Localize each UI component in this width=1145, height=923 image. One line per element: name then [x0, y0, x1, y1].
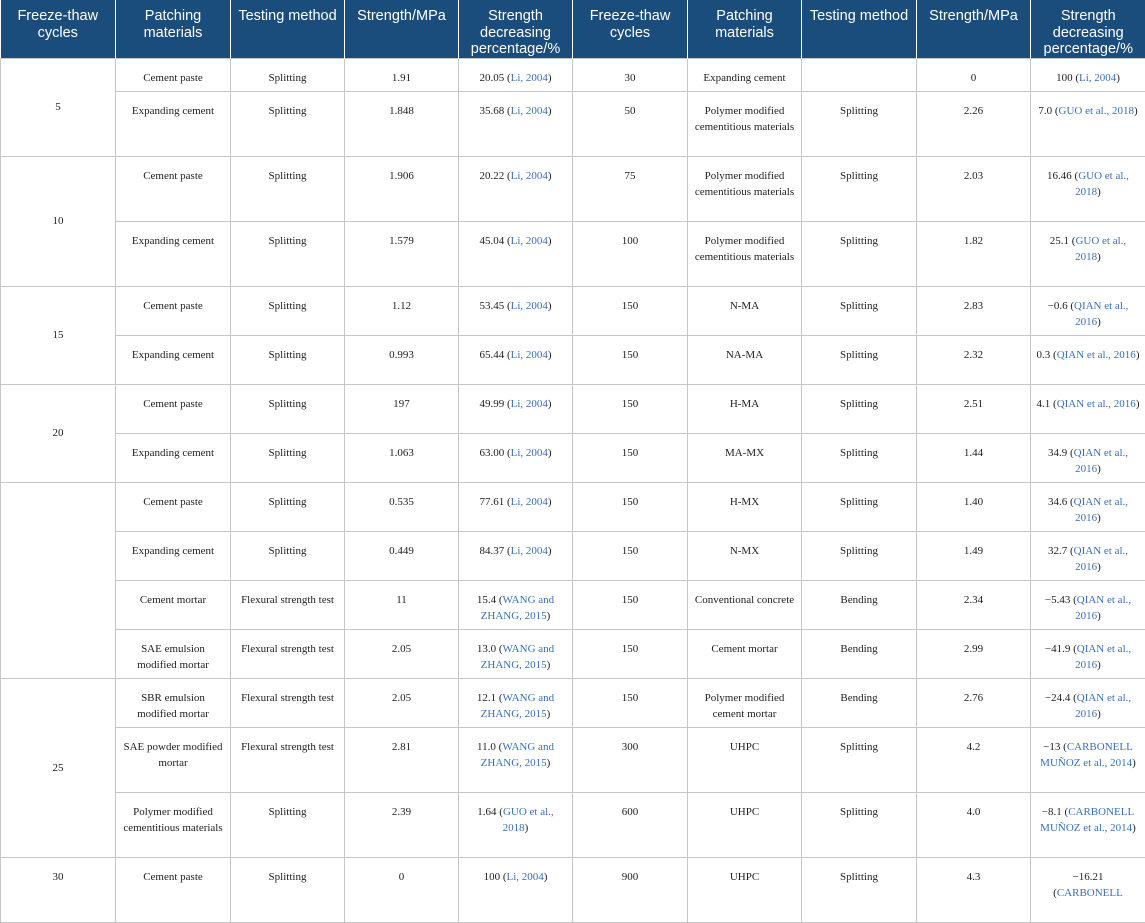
strength-cell: 1.848 [345, 91, 459, 156]
patching-cell: Conventional concrete [688, 580, 802, 629]
percentage-cell: 84.37 (Li, 2004) [459, 531, 573, 580]
strength-cell: 0 [917, 58, 1031, 91]
cycles-group-cell [1, 482, 116, 678]
cycles-group-cell: 15 [1, 286, 116, 384]
header-cell: Strength/MPa [345, 0, 459, 58]
cycles-group-cell: 5 [1, 58, 116, 156]
strength-cell: 4.3 [917, 857, 1031, 922]
strength-cell: 2.05 [345, 678, 459, 727]
table-row [1, 792, 1145, 857]
percentage-cell: −8.1 (CARBONELL MUÑOZ et al., 2014) [1031, 792, 1145, 857]
cycles-group-cell: 20 [1, 384, 116, 482]
citation-link[interactable]: GUO et al., 2018 [1075, 235, 1126, 263]
percentage-cell: 63.00 (Li, 2004) [459, 433, 573, 482]
strength-cell: 0.993 [345, 335, 459, 384]
citation-link[interactable]: QIAN et al., 2016 [1075, 692, 1131, 720]
method-cell: Splitting [231, 221, 345, 286]
method-cell: Splitting [802, 792, 917, 857]
patching-cell: Expanding cement [116, 91, 231, 156]
table-row [1, 482, 1145, 531]
citation-link[interactable]: Li, 2004 [511, 447, 548, 459]
citation-link[interactable]: QIAN et al., 2016 [1074, 545, 1128, 573]
method-cell: Splitting [231, 531, 345, 580]
cycles-cell: 100 [573, 221, 688, 286]
method-cell: Splitting [802, 857, 917, 922]
method-cell: Splitting [231, 792, 345, 857]
table-row [1, 335, 1145, 384]
strength-cell: 0.449 [345, 531, 459, 580]
method-cell: Splitting [231, 91, 345, 156]
strength-cell: 2.99 [917, 629, 1031, 678]
table-row [1, 857, 1145, 922]
cycles-cell: 300 [573, 727, 688, 792]
citation-link[interactable]: WANG and ZHANG, 2015 [481, 594, 555, 622]
method-cell: Splitting [231, 857, 345, 922]
patching-cell: Cement paste [116, 156, 231, 221]
method-cell: Splitting [802, 433, 917, 482]
cycles-cell: 30 [573, 58, 688, 91]
header-cell: Testing method [231, 0, 345, 58]
table-row [1, 156, 1145, 221]
strength-cell: 197 [345, 384, 459, 433]
citation-link[interactable]: CARBONELL [1057, 887, 1123, 899]
cycles-cell: 50 [573, 91, 688, 156]
percentage-cell: 0.3 (QIAN et al., 2016) [1031, 335, 1145, 384]
percentage-cell: 100 (Li, 2004) [1031, 58, 1145, 91]
patching-cell: Cement paste [116, 58, 231, 91]
cycles-cell: 150 [573, 629, 688, 678]
citation-link[interactable]: WANG and ZHANG, 2015 [481, 643, 555, 671]
citation-link[interactable]: QIAN et al., 2016 [1075, 594, 1131, 622]
table-row [1, 58, 1145, 91]
citation-link[interactable]: Li, 2004 [511, 72, 548, 84]
method-cell: Flexural strength test [231, 580, 345, 629]
percentage-cell: −41.9 (QIAN et al., 2016) [1031, 629, 1145, 678]
table-row [1, 580, 1145, 629]
patching-cell: Cement paste [116, 286, 231, 335]
method-cell: Splitting [802, 286, 917, 335]
header-row [1, 0, 1145, 58]
strength-cell: 2.81 [345, 727, 459, 792]
strength-cell: 2.03 [917, 156, 1031, 221]
citation-link[interactable]: Li, 2004 [511, 349, 548, 361]
method-cell: Splitting [802, 384, 917, 433]
patching-cell: Expanding cement [116, 221, 231, 286]
cycles-cell: 150 [573, 678, 688, 727]
strength-cell: 1.82 [917, 221, 1031, 286]
cycles-cell: 150 [573, 482, 688, 531]
cycles-cell: 150 [573, 580, 688, 629]
patching-cell: Expanding cement [116, 531, 231, 580]
strength-cell: 1.49 [917, 531, 1031, 580]
citation-link[interactable]: CARBONELL MUÑOZ et al., 2014 [1040, 741, 1133, 769]
method-cell: Splitting [231, 286, 345, 335]
table-row [1, 678, 1145, 727]
citation-link[interactable]: QIAN et al., 2016 [1074, 300, 1128, 328]
patching-cell: Cement paste [116, 384, 231, 433]
strength-cell: 2.39 [345, 792, 459, 857]
cycles-group-cell: 10 [1, 156, 116, 286]
cycles-cell: 150 [573, 335, 688, 384]
citation-link[interactable]: QIAN et al., 2016 [1057, 398, 1136, 410]
citation-link[interactable]: GUO et al., 2018 [1075, 170, 1129, 198]
percentage-cell: 65.44 (Li, 2004) [459, 335, 573, 384]
patching-cell: Expanding cement [116, 335, 231, 384]
cycles-cell: 150 [573, 384, 688, 433]
percentage-cell: −5.43 (QIAN et al., 2016) [1031, 580, 1145, 629]
table-row [1, 433, 1145, 482]
citation-link[interactable]: Li, 2004 [511, 496, 548, 508]
percentage-cell: 1.64 (GUO et al., 2018) [459, 792, 573, 857]
cycles-group-cell: 25 [1, 678, 116, 857]
header-cell: Freeze-thaw cycles [573, 0, 688, 58]
patching-cell: Expanding cement [688, 58, 802, 91]
citation-link[interactable]: Li, 2004 [511, 398, 548, 410]
table-row [1, 221, 1145, 286]
cycles-cell: 150 [573, 433, 688, 482]
patching-cell: H-MA [688, 384, 802, 433]
strength-cell: 2.51 [917, 384, 1031, 433]
table-row [1, 727, 1145, 792]
cycles-group-cell: 30 [1, 857, 116, 922]
table-row [1, 531, 1145, 580]
citation-link[interactable]: GUO et al., 2018 [503, 806, 554, 834]
percentage-cell: 34.6 (QIAN et al., 2016) [1031, 482, 1145, 531]
method-cell: Flexural strength test [231, 678, 345, 727]
citation-link[interactable]: Li, 2004 [511, 105, 548, 117]
percentage-cell: 11.0 (WANG and ZHANG, 2015) [459, 727, 573, 792]
method-cell: Splitting [231, 335, 345, 384]
citation-link[interactable]: QIAN et al., 2016 [1074, 496, 1128, 524]
strength-cell: 1.906 [345, 156, 459, 221]
header-cell: Strength/MPa [917, 0, 1031, 58]
table-row [1, 286, 1145, 335]
table-row [1, 629, 1145, 678]
method-cell: Splitting [231, 384, 345, 433]
header-cell: Freeze-thaw cycles [1, 0, 116, 58]
citation-link[interactable]: WANG and ZHANG, 2015 [481, 741, 554, 769]
percentage-cell: 45.04 (Li, 2004) [459, 221, 573, 286]
strength-cell: 1.12 [345, 286, 459, 335]
header-cell: Strength decreasing percentage/% [1031, 0, 1145, 58]
strength-cell: 0 [345, 857, 459, 922]
citation-link[interactable]: Li, 2004 [506, 871, 543, 883]
strength-cell: 11 [345, 580, 459, 629]
citation-link[interactable]: Li, 2004 [511, 545, 548, 557]
strength-cell: 1.40 [917, 482, 1031, 531]
patching-cell: SBR emulsion modified mortar [116, 678, 231, 727]
patching-cell: SAE emulsion modified mortar [116, 629, 231, 678]
patching-cell: MA-MX [688, 433, 802, 482]
table-row [1, 91, 1145, 156]
header-cell: Testing method [802, 0, 917, 58]
percentage-cell: 77.61 (Li, 2004) [459, 482, 573, 531]
patching-cell: N-MX [688, 531, 802, 580]
method-cell: Splitting [802, 482, 917, 531]
citation-link[interactable]: QIAN et al., 2016 [1057, 349, 1136, 361]
header-cell: Patching materials [688, 0, 802, 58]
strength-cell: 2.05 [345, 629, 459, 678]
method-cell [802, 58, 917, 91]
table-row [1, 384, 1145, 433]
patching-cell: Cement paste [116, 857, 231, 922]
strength-cell: 2.83 [917, 286, 1031, 335]
patching-cell: Cement paste [116, 482, 231, 531]
citation-link[interactable]: GUO et al., 2018 [1059, 105, 1134, 117]
percentage-cell: 53.45 (Li, 2004) [459, 286, 573, 335]
method-cell: Bending [802, 629, 917, 678]
patching-cell: UHPC [688, 727, 802, 792]
method-cell: Splitting [802, 335, 917, 384]
method-cell: Splitting [802, 156, 917, 221]
strength-cell: 4.2 [917, 727, 1031, 792]
percentage-cell: −13 (CARBONELL MUÑOZ et al., 2014) [1031, 727, 1145, 792]
strength-cell: 1.063 [345, 433, 459, 482]
strength-cell: 2.34 [917, 580, 1031, 629]
strength-cell: 2.76 [917, 678, 1031, 727]
citation-link[interactable]: QIAN et al., 2016 [1075, 643, 1131, 671]
citation-link[interactable]: Li, 2004 [511, 170, 548, 182]
patching-cell: H-MX [688, 482, 802, 531]
percentage-cell: 16.46 (GUO et al., 2018) [1031, 156, 1145, 221]
patching-cell: SAE powder modified mortar [116, 727, 231, 792]
percentage-cell: 49.99 (Li, 2004) [459, 384, 573, 433]
patching-cell: Cement mortar [116, 580, 231, 629]
percentage-cell: −16.21 (CARBONELL [1031, 857, 1145, 922]
method-cell: Splitting [231, 58, 345, 91]
cycles-cell: 900 [573, 857, 688, 922]
citation-link[interactable]: WANG and ZHANG, 2015 [481, 692, 555, 720]
cycles-cell: 150 [573, 286, 688, 335]
citation-link[interactable]: Li, 2004 [511, 235, 548, 247]
method-cell: Flexural strength test [231, 727, 345, 792]
percentage-cell: 100 (Li, 2004) [459, 857, 573, 922]
header-cell: Strength decreasing percentage/% [459, 0, 573, 58]
method-cell: Splitting [802, 727, 917, 792]
percentage-cell: 25.1 (GUO et al., 2018) [1031, 221, 1145, 286]
patching-cell: Polymer modified cementitious materials [688, 221, 802, 286]
percentage-cell: 15.4 (WANG and ZHANG, 2015) [459, 580, 573, 629]
percentage-cell: 35.68 (Li, 2004) [459, 91, 573, 156]
percentage-cell: −0.6 (QIAN et al., 2016) [1031, 286, 1145, 335]
patching-cell: Polymer modified cementitious materials [116, 792, 231, 857]
patching-cell: NA-MA [688, 335, 802, 384]
method-cell: Splitting [802, 91, 917, 156]
patching-cell: Expanding cement [116, 433, 231, 482]
patching-cell: Polymer modified cement mortar [688, 678, 802, 727]
percentage-cell: 7.0 (GUO et al., 2018) [1031, 91, 1145, 156]
citation-link[interactable]: Li, 2004 [1079, 72, 1116, 84]
patching-cell: N-MA [688, 286, 802, 335]
strength-cell: 2.32 [917, 335, 1031, 384]
method-cell: Splitting [802, 221, 917, 286]
citation-link[interactable]: QIAN et al., 2016 [1074, 447, 1128, 475]
strength-cell: 0.535 [345, 482, 459, 531]
patching-cell: Polymer modified cementitious materials [688, 156, 802, 221]
cycles-cell: 150 [573, 531, 688, 580]
strength-cell: 2.26 [917, 91, 1031, 156]
strength-cell: 4.0 [917, 792, 1031, 857]
patching-cell: Polymer modified cementitious materials [688, 91, 802, 156]
patching-cell: Cement mortar [688, 629, 802, 678]
header-cell: Patching materials [116, 0, 231, 58]
method-cell: Splitting [231, 482, 345, 531]
percentage-cell: 13.0 (WANG and ZHANG, 2015) [459, 629, 573, 678]
patching-cell: UHPC [688, 792, 802, 857]
percentage-cell: 12.1 (WANG and ZHANG, 2015) [459, 678, 573, 727]
strength-cell: 1.579 [345, 221, 459, 286]
method-cell: Bending [802, 580, 917, 629]
method-cell: Splitting [231, 156, 345, 221]
method-cell: Flexural strength test [231, 629, 345, 678]
method-cell: Splitting [231, 433, 345, 482]
percentage-cell: 20.22 (Li, 2004) [459, 156, 573, 221]
percentage-cell: −24.4 (QIAN et al., 2016) [1031, 678, 1145, 727]
citation-link[interactable]: CARBONELL MUÑOZ et al., 2014 [1040, 806, 1134, 834]
cycles-cell: 75 [573, 156, 688, 221]
percentage-cell: 4.1 (QIAN et al., 2016) [1031, 384, 1145, 433]
citation-link[interactable]: Li, 2004 [511, 300, 548, 312]
strength-cell: 1.91 [345, 58, 459, 91]
percentage-cell: 34.9 (QIAN et al., 2016) [1031, 433, 1145, 482]
method-cell: Bending [802, 678, 917, 727]
percentage-cell: 32.7 (QIAN et al., 2016) [1031, 531, 1145, 580]
method-cell: Splitting [802, 531, 917, 580]
patching-cell: UHPC [688, 857, 802, 922]
percentage-cell: 20.05 (Li, 2004) [459, 58, 573, 91]
cycles-cell: 600 [573, 792, 688, 857]
strength-cell: 1.44 [917, 433, 1031, 482]
